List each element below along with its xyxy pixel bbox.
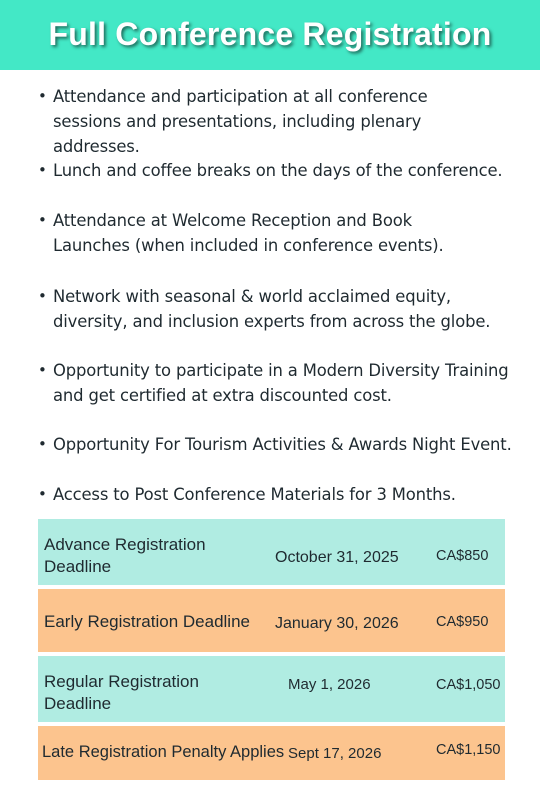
bullet-icon: • [38, 485, 47, 503]
list-item [38, 358, 523, 408]
benefit-text: Lunch and coffee breaks on the days of the conference. [53, 161, 503, 180]
fee-price: CA$1,150 [436, 742, 501, 758]
list-item [38, 432, 523, 457]
header-banner [0, 0, 540, 70]
fee-date: October 31, 2025 [275, 549, 399, 566]
bullet-icon: • [38, 87, 47, 105]
list-item [38, 84, 523, 159]
fee-price: CA$950 [436, 614, 489, 630]
page-title: Full Conference Registration [48, 15, 492, 52]
benefit-text: Attendance and participation at all conference sessions and presentations, including plenary addresses. [53, 87, 428, 156]
list-item [38, 158, 523, 183]
fee-price: CA$1,050 [436, 677, 501, 693]
bullet-icon: • [38, 161, 47, 179]
fee-label: Late Registration Penalty Applies [42, 743, 285, 761]
benefit-text: Network with seasonal & world acclaimed equity, diversity, and inclusion experts from across the globe. [53, 287, 491, 331]
fee-date: January 30, 2026 [275, 615, 399, 632]
fee-date: May 1, 2026 [288, 676, 371, 693]
bullet-icon: • [38, 435, 47, 453]
fee-label: Regular Registration Deadline [44, 672, 199, 713]
fee-date: Sept 17, 2026 [288, 745, 382, 762]
benefit-text: Access to Post Conference Materials for 3 Months. [53, 485, 456, 504]
table-row [38, 656, 505, 722]
bullet-icon: • [38, 211, 47, 229]
table-row [38, 519, 505, 585]
benefit-text: Opportunity For Tourism Activities & Awards Night Event. [53, 435, 512, 454]
list-item [38, 284, 523, 334]
table-row [38, 589, 505, 652]
benefit-text: Opportunity to participate in a Modern Diversity Training and get certified at extra discounted cost. [53, 361, 509, 405]
fee-price: CA$850 [436, 548, 489, 564]
list-item [38, 482, 523, 507]
benefit-text: Attendance at Welcome Reception and Book Launches (when included in conference events). [53, 211, 444, 255]
bullet-icon: • [38, 287, 47, 305]
fee-label: Advance Registration Deadline [44, 535, 206, 576]
table-row [38, 726, 505, 780]
fee-label: Early Registration Deadline [44, 612, 250, 631]
list-item [38, 208, 523, 258]
bullet-icon: • [38, 361, 47, 379]
